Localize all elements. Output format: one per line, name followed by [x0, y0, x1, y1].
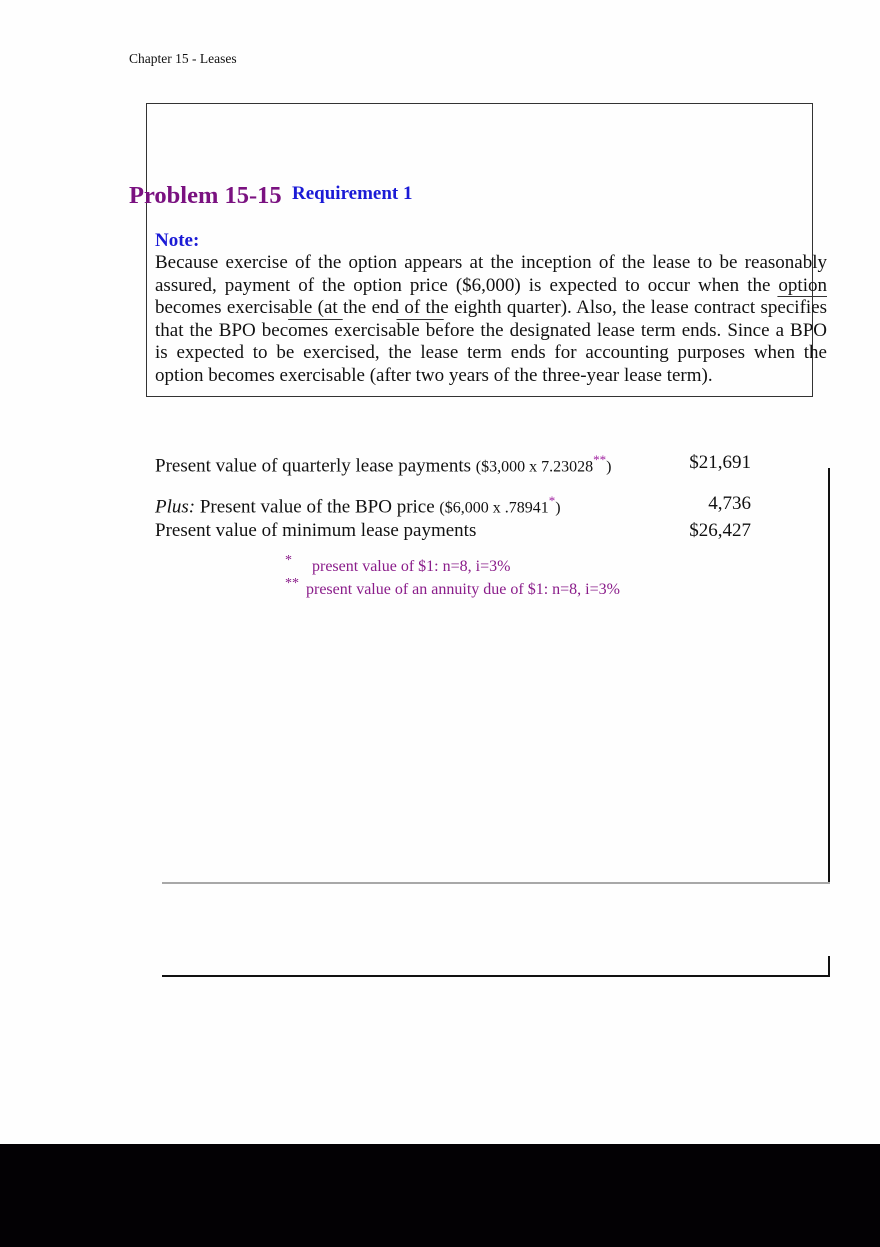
pv-row-bpo-price — [155, 493, 755, 517]
frame-bottom-line — [162, 975, 830, 977]
viewer-background-band — [0, 1144, 880, 1247]
note-text-part: Because exercise of the option appears at the inception of the lease to be reasonably assured, payment of the option price ($6,000) is expected to occur when the option becomes exercisable (at the end of the eighth quarter). Also, the lease contract sp — [155, 252, 827, 318]
pv-amount: 4,736 — [708, 493, 751, 514]
note-label: Note: — [155, 230, 200, 251]
requirement-heading: Requirement 1 — [292, 183, 413, 204]
pv-row-label: Present value of minimum lease payments — [155, 520, 477, 541]
note-text-part: xercisa — [342, 319, 397, 341]
pv-label-close: ) — [606, 458, 612, 476]
pv-row-label — [155, 493, 561, 518]
note-paragraph — [155, 252, 827, 387]
pv-prefix: Plus: — [155, 496, 196, 518]
pv-label-calc: ($3,000 x 7.23028 — [475, 458, 594, 476]
note-text-part: that the BPO bec — [155, 319, 289, 341]
pv-label-main: Present value of the BPO price — [195, 496, 440, 518]
note-text-overlined: omes e — [288, 319, 343, 341]
pv-label-calc: ($6,000 x .78941 — [439, 499, 549, 517]
footnote-marker: * — [285, 553, 292, 568]
footnote-ref: * — [548, 493, 556, 508]
frame-divider-line — [162, 882, 830, 884]
footnote-marker: ** — [285, 576, 299, 591]
pv-row-minimum-lease-payments — [155, 520, 755, 544]
footnote-ref: ** — [593, 452, 607, 467]
pv-label-close: ) — [555, 499, 561, 517]
note-text-part: fore the designated lease term ends. Since a BPO is expected to be exercised, the lease term ends for accounting purposes when the option becomes exercisable (after two years of the three-year lease term). — [155, 319, 828, 386]
pv-amount: $21,691 — [689, 452, 751, 473]
running-head: Chapter 15 - Leases — [129, 51, 237, 66]
footnote-pv-annuity-due: present value of an annuity due of $1: n=8, i=3% — [306, 581, 620, 598]
pv-row-label — [155, 452, 611, 477]
note-text-overlined: ecifies — [777, 297, 827, 318]
note-text-overlined: ble be — [396, 319, 444, 341]
problem-title: Problem 15-15 — [129, 182, 282, 209]
frame-right-border — [828, 468, 830, 884]
pv-row-quarterly-payments — [155, 452, 755, 476]
pv-amount-total: $26,427 — [689, 520, 751, 541]
footnote-pv-single: present value of $1: n=8, i=3% — [312, 558, 511, 575]
frame-corner-tick — [828, 956, 830, 977]
pv-label-main: Present value of quarterly lease payments — [155, 455, 476, 477]
